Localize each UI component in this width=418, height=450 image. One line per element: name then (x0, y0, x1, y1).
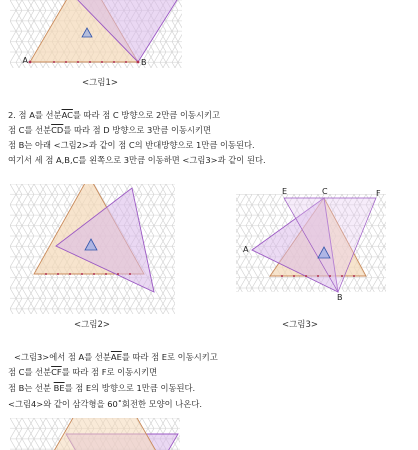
para2-line3 (8, 383, 195, 393)
fig1-label-a: A (22, 56, 28, 65)
figure-1 (10, 0, 182, 68)
para1-line4: 여기서 세 점 A,B,C를 왼쪽으로 3만큼 이동하면 <그림3>과 같이 된다. (8, 155, 266, 165)
para1-line1 (8, 110, 220, 120)
fig3-label-b: B (337, 293, 343, 302)
fig3-label-f: F (376, 189, 381, 198)
segment-ae: $\overline{AE}$ (110, 352, 122, 362)
segment-cd: $\overline{CD}$ (51, 125, 64, 135)
para1-line2 (8, 125, 211, 135)
text: <그림3>에서 점 A를 선분 (14, 352, 111, 362)
para1-line3: 점 B는 아래 <그림2>과 같이 점 C의 반대방향으로 1만큼 이동된다. (8, 140, 255, 150)
para2-line1 (14, 352, 218, 362)
figure-2 (10, 184, 175, 314)
fig3-label-c: C (322, 187, 328, 196)
figure-2-caption: <그림2> (73, 320, 111, 330)
fig1-label-b: B (141, 58, 147, 67)
segment-ac: $\overline{AC}$ (61, 110, 73, 120)
text: 점 C를 선분 (8, 125, 52, 135)
segment-cf: $\overline{CF}$ (51, 367, 62, 377)
fig3-label-a: A (243, 245, 249, 254)
text: 점 C를 선분 (8, 367, 52, 377)
figure-3 (228, 184, 400, 304)
text: 2. 점 A를 선분 (8, 110, 62, 120)
figure-3-caption: <그림3> (281, 320, 319, 330)
text: 를 따라 점 C 방향으로 2만큼 이동시키고 (72, 110, 221, 120)
para2-line2 (8, 367, 157, 377)
text: 를 따라 점 E로 이동시키고 (121, 352, 218, 362)
figure-4 (10, 418, 180, 450)
segment-be: $\overline{BE}$ (53, 383, 65, 393)
text: 점 B는 선분 (8, 383, 54, 393)
text: 를 따라 점 D 방향으로 3만큼 이동시키면 (63, 125, 212, 135)
fig3-label-e: E (282, 187, 288, 196)
figure-1-caption: <그림1> (81, 78, 119, 88)
text: 를 따라 점 F로 이동시키면 (61, 367, 158, 377)
para2-line4: <그림4>와 같이 삼각형을 60˚회전한 모양이 나온다. (8, 399, 202, 409)
text: 를 점 E의 방향으로 1만큼 이동된다. (64, 383, 196, 393)
